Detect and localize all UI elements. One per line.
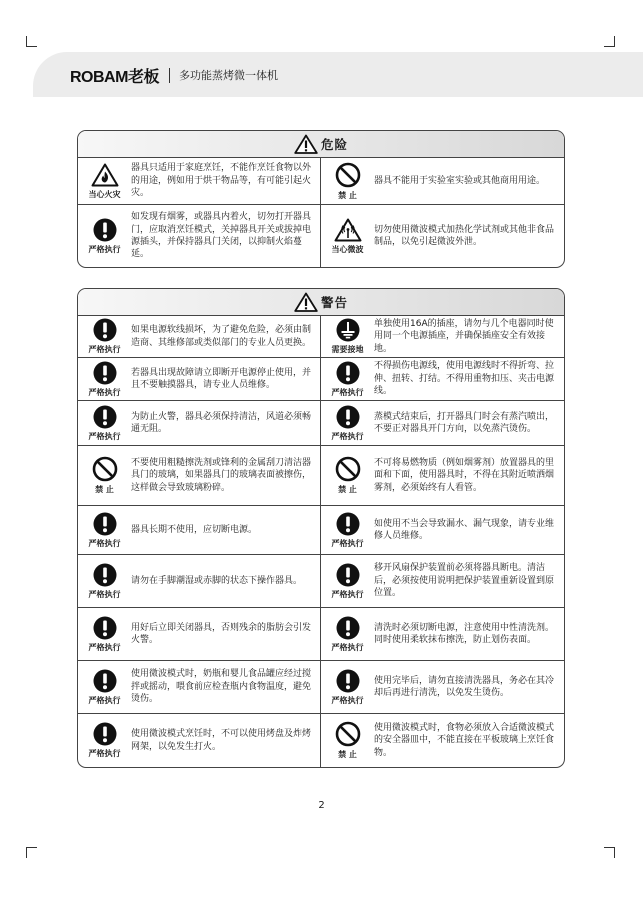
safety-item-text: 清洗时必须切断电源，注意使用中性清洗剂。同时使用柔软抹布擦洗，防止划伤表面。 (374, 622, 555, 645)
safety-item-text: 蒸模式结束后，打开器具门时会有蒸汽喷出，不要正对器具开门方向，以免蒸汽烫伤。 (374, 411, 555, 434)
ground-icon (336, 318, 360, 342)
mandatory-icon (336, 669, 360, 693)
safety-item (78, 316, 321, 358)
page-number: 2 (318, 800, 325, 811)
header-divider (169, 68, 170, 83)
safety-item-label: 严格执行 (331, 431, 364, 441)
safety-item-label: 严格执行 (88, 538, 121, 548)
safety-item (78, 714, 321, 767)
safety-item-text: 使用微波模式烹饪时，不可以使用烤盘及炸烤网架，以免发生打火。 (131, 729, 312, 752)
danger-panel (77, 130, 565, 268)
warning-table (78, 316, 564, 767)
product-title: 多功能蒸烤微一体机 (178, 69, 278, 82)
safety-item-label: 严格执行 (331, 538, 364, 548)
warning-panel-header (78, 289, 564, 316)
safety-item-text: 器具长期不使用，应切断电源。 (131, 524, 258, 535)
safety-item (321, 661, 564, 714)
safety-item (321, 506, 564, 555)
mandatory-icon (336, 563, 360, 587)
safety-item-label: 禁 止 (338, 750, 357, 759)
safety-item-text: 器具只适用于家庭烹饪，不能作烹饪食物以外的用途，例如用于烘干物品等，有可能引起火灾。 (131, 163, 312, 199)
prohibited-icon (335, 456, 361, 482)
safety-item (321, 608, 564, 661)
crop-mark-top-right (604, 36, 615, 47)
warning-title: 警告 (320, 295, 348, 310)
mandatory-icon (93, 361, 117, 385)
safety-item (321, 714, 564, 767)
safety-item (78, 661, 321, 714)
crop-mark-top-left (26, 36, 37, 47)
fire-warning-icon (91, 163, 119, 187)
crop-mark-bottom-left (26, 847, 37, 858)
safety-item (321, 446, 564, 506)
mandatory-icon (93, 405, 117, 429)
safety-item (321, 316, 564, 358)
safety-item-text: 单独使用16A的插座，请勿与几个电器同时使用同一个电源插座，并确保插座安全有效接地。 (374, 318, 554, 354)
safety-item-text: 器具不能用于实验室实验或其他商用用途。 (374, 175, 546, 186)
safety-item-label: 严格执行 (331, 387, 364, 397)
safety-item-text: 如果电源软线损坏，为了避免危险，必须由制造商、其维修部或类似部门的专业人员更换。 (131, 325, 312, 348)
safety-item-label: 当心火灾 (88, 189, 121, 199)
safety-item (321, 555, 564, 608)
prohibited-icon (335, 721, 361, 747)
safety-item (321, 358, 564, 401)
safety-item-label: 严格执行 (88, 749, 121, 758)
safety-item (78, 358, 321, 401)
microwave-warning-icon (334, 218, 362, 242)
safety-item-label: 严格执行 (88, 589, 121, 599)
safety-item-label: 当心微波 (331, 244, 364, 254)
safety-item-text: 用好后立即关闭器具，否则残余的脂肪会引发火警。 (131, 622, 312, 645)
safety-item-label: 严格执行 (331, 695, 364, 705)
mandatory-icon (93, 318, 117, 342)
safety-item-label: 禁 止 (338, 190, 357, 200)
safety-item (78, 608, 321, 661)
safety-item-text: 移开风扇保护装置前必须将器具断电。清洁后，必须按使用说明把保护装置重新设置到原位置。 (374, 563, 555, 599)
safety-item (78, 401, 321, 446)
mandatory-icon (93, 218, 117, 242)
page-header (70, 64, 278, 86)
mandatory-icon (336, 405, 360, 429)
safety-item-text: 为防止火警，器具必须保持清洁，风道必须畅通无阻。 (131, 411, 312, 434)
danger-table (78, 158, 564, 267)
mandatory-icon (93, 616, 117, 640)
mandatory-icon (336, 512, 360, 536)
safety-item-text: 若器具出现故障请立即断开电源停止使用，并且不要触摸器具，请专业人员维修。 (131, 367, 312, 390)
safety-item-text: 使用完毕后，请勿直接清洗器具，务必在其冷却后再进行清洗，以免发生烫伤。 (374, 675, 555, 698)
safety-item-label: 严格执行 (88, 431, 121, 441)
safety-item (78, 506, 321, 555)
brand-logo: ROBAM老板 (70, 68, 159, 86)
safety-item (321, 158, 564, 205)
mandatory-icon (93, 563, 117, 587)
safety-item-label: 禁 止 (338, 485, 357, 494)
safety-item-label: 严格执行 (88, 387, 121, 397)
safety-item (321, 205, 564, 267)
safety-item (321, 401, 564, 446)
prohibited-icon (92, 456, 118, 482)
mandatory-icon (93, 722, 117, 746)
safety-item-label: 严格执行 (88, 695, 121, 705)
warning-triangle-icon (294, 134, 318, 154)
safety-item-text: 使用微波模式时，食物必须放入合适微波模式的安全器皿中，不能直接在平板玻璃上烹饪食物。 (374, 722, 555, 758)
safety-item (78, 555, 321, 608)
danger-panel-header (78, 131, 564, 158)
safety-item-label: 严格执行 (88, 642, 121, 652)
safety-item-text: 使用微波模式时，奶瓶和婴儿食品罐应经过搅拌或摇动，喂食前应检查瓶内食物温度，避免烫伤。 (131, 669, 312, 705)
safety-item-label: 严格执行 (88, 345, 121, 354)
safety-item-text: 不得损伤电源线，使用电源线时不得折弯、拉伸、扭转、打结。不得用重物扣压、夹击电源线。 (374, 361, 555, 397)
safety-item-label: 严格执行 (331, 589, 364, 599)
safety-item-text: 不要使用粗糙擦洗剂或锋利的金属刮刀清洁器具门的玻璃，如果器具门的玻璃表面被擦伤，这样做会导致玻璃粉碎。 (131, 457, 312, 493)
warning-panel (77, 288, 565, 768)
safety-item-label: 禁 止 (95, 485, 114, 494)
crop-mark-bottom-right (604, 847, 615, 858)
safety-item-text: 如发现有烟雾，或器具内着火，切勿打开器具门，应取消烹饪模式，关掉器具开关或拔掉电源插头，并保持器具门关闭，以抑制火焰蔓延。 (131, 212, 312, 260)
safety-item (78, 158, 321, 205)
safety-item (78, 205, 321, 267)
safety-item-text: 如使用不当会导致漏水、漏气现象，请专业维修人员维修。 (374, 518, 555, 541)
mandatory-icon (93, 669, 117, 693)
safety-item-text: 不可将易燃物质（例如烟雾剂）放置器具的里面和下面，使用器具时，不得在其附近喷洒烟雾剂，必须始终有人看管。 (374, 457, 555, 493)
prohibited-icon (335, 162, 361, 188)
mandatory-icon (93, 512, 117, 536)
safety-item-label: 需要接地 (331, 345, 364, 354)
safety-item-label: 严格执行 (331, 642, 364, 652)
safety-item-label: 严格执行 (88, 244, 121, 254)
mandatory-icon (336, 616, 360, 640)
safety-item-text: 请勿在手脚潮湿或赤脚的状态下操作器具。 (131, 575, 303, 586)
safety-item-text: 切勿使用微波模式加热化学试剂或其他非食品制品，以免引起微波外泄。 (374, 224, 555, 247)
safety-item (78, 446, 321, 506)
danger-title: 危险 (320, 137, 348, 152)
warning-triangle-icon (294, 292, 318, 312)
mandatory-icon (336, 361, 360, 385)
